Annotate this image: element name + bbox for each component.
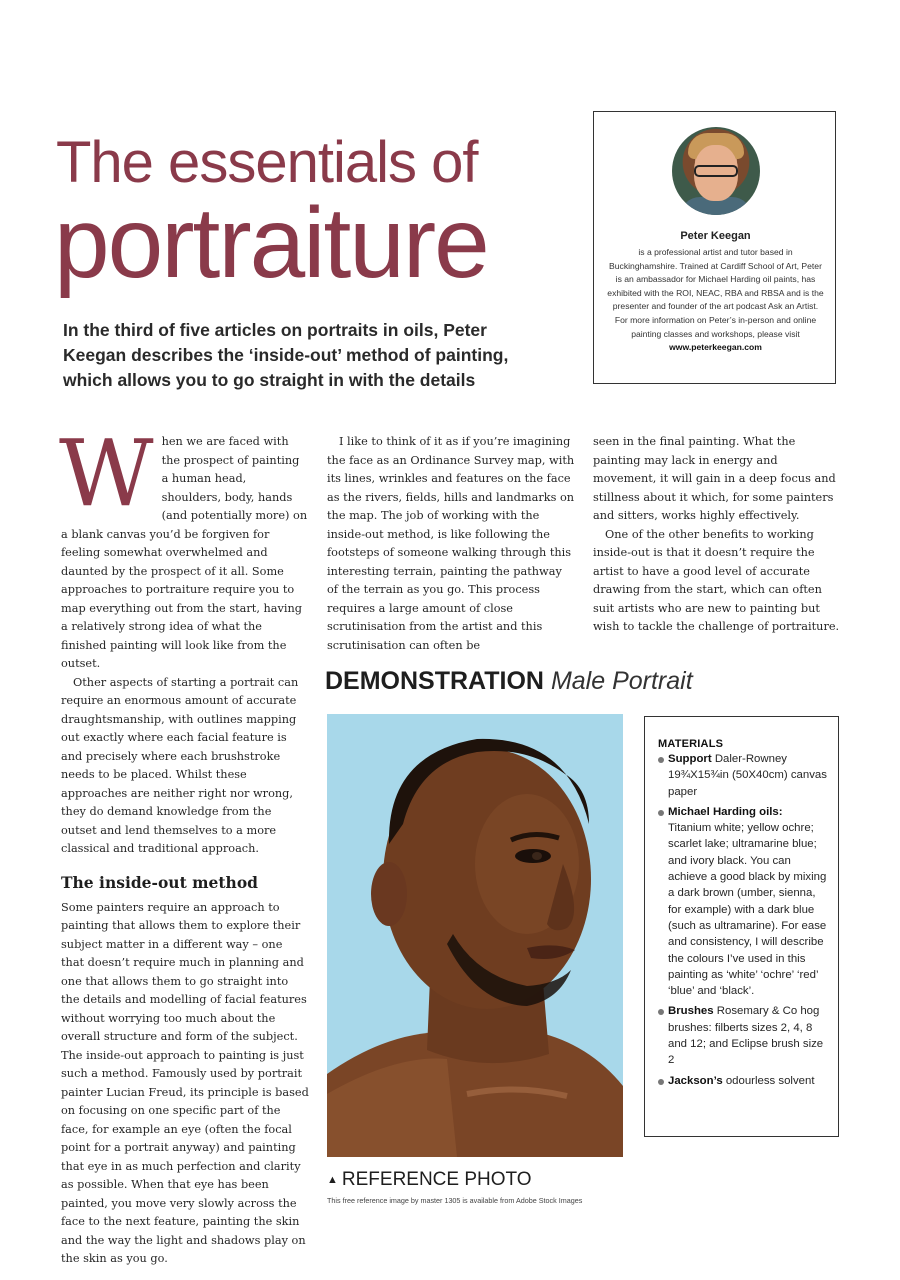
materials-item: Brushes Rosemary & Co hog brushes: filberts sizes 2, 4, 8 and 12; and Eclipse brush size 2 xyxy=(658,1003,828,1068)
author-bio: is a professional artist and tutor based in Buckinghamshire. Trained at Cardiff School of Art, Peter is an ambassador for Michael Harding oil paints, has exhibited with the ROI, NEAC, RBA and RBSA and is the presenter and founder of the art podcast Ask an Artist. For more information on Peter’s in-person and online painting classes and workshops, please visit www.peterkeegan.com xyxy=(607,247,824,353)
triangle-up-icon: ▲ xyxy=(327,1174,338,1186)
article-paragraph: Other aspects of starting a portrait can require an enormous amount of accurate draughtsmanship, with outlines mapping out exactly where each facial feature is and precisely where each brushstroke needs to be placed. Whilst these approaches are neither right nor wrong, they do demand knowledge from the outset and lend themselves to a more classical and traditional approach. xyxy=(61,675,299,855)
article-paragraph: seen in the final painting. What the painting may lack in energy and movement, it will gain in a deep focus and stillness about it which, for some painters and sitters, works highly effectively. xyxy=(593,435,836,522)
author-website-link[interactable]: www.peterkeegan.com xyxy=(669,342,762,353)
article-column-1 xyxy=(59,420,309,1269)
reference-photo-caption: ▲ REFERENCE PHOTO xyxy=(327,1169,532,1190)
bullet-icon xyxy=(658,1009,664,1015)
materials-item: Support Daler-Rowney 19¾X15¾in (50X40cm) canvas paper xyxy=(658,751,828,800)
materials-list xyxy=(658,751,828,1089)
author-name: Peter Keegan xyxy=(680,230,751,242)
article-column-2 xyxy=(327,433,575,655)
standfirst: In the third of five articles on portraits in oils, Peter Keegan describes the ‘inside-out’ method of painting, which allows you to go straight in with the details xyxy=(63,320,509,390)
materials-box xyxy=(644,716,839,1137)
bullet-icon xyxy=(658,810,664,816)
article-paragraph: One of the other benefits to working inside-out is that it doesn’t require the artist to have a good level of accurate drawing from the start, which can often suit artists who are new to painting but wish to tackle the challenge of portraiture. xyxy=(593,527,840,633)
article-paragraph: Some painters require an approach to painting that allows them to explore their subject matter in a different way – one that doesn’t require much in planning and one that allows them to go straight into the details and modelling of facial features without worrying too much about the overall structure and form of the subject. The inside-out approach to painting is just such a method. Famously used by portrait painter Lucian Freud, its principle is based on focusing on one specific part of the face, for example an eye (often the focal point for a portrait anyway) and painting that eye in as much perfection and clarity as possible. When that eye has been painted, you move very slowly across the face to the next feature, painting the skin and the way the light and shadows play on the skin as you go. xyxy=(61,900,309,1265)
article-title-line1: The essentials of xyxy=(56,130,478,195)
article-paragraph: When we are faced with the prospect of painting a human head, shoulders, body, hands (and potentially more) on a blank canvas you’d be forgiven for feeling somewhat overwhelmed and daunted by the prospect of it all. Some approaches to portraiture require you to map everything out from the start, having a relatively strong idea of what the finished painting will look like from the outset. xyxy=(59,420,308,670)
article-paragraph: I like to think of it as if you’re imagining the face as an Ordinance Survey map, with its lines, wrinkles and features on the face as the rivers, fields, hills and landmarks on the map. The job of working with the inside-out method, is like following the footsteps of someone walking through this interesting terrain, painting the pathway of the terrain as you go. This process requires a large amount of close scrutinisation from the artist and this scrutinisation can often be xyxy=(327,435,575,652)
article-column-3 xyxy=(593,433,841,637)
materials-title: MATERIALS xyxy=(658,738,724,750)
section-subhead: The inside-out method xyxy=(61,872,258,892)
demonstration-heading: DEMONSTRATION Male Portrait xyxy=(325,667,693,695)
materials-item: Jackson’s odourless solvent xyxy=(658,1073,828,1089)
article-title-line2: portraiture xyxy=(54,187,488,299)
author-avatar xyxy=(672,127,760,215)
drop-cap: W xyxy=(59,420,154,527)
photo-credit: This free reference image by master 1305 is available from Adobe Stock Images xyxy=(327,1196,583,1205)
materials-item: Michael Harding oils: Titanium white; yellow ochre; scarlet lake; ultramarine blue; and ivory black. You can achieve a good black by mixing a dark brown (umber, sienna, for example) with a dark blue (such as ultramarine). For ease and consistency, I will describe the colours I’ve used in this painting as ‘white’ ‘ochre’ ‘red’ ‘blue’ and ‘black’. xyxy=(658,804,828,1000)
standfirst-author: Peter Keegan xyxy=(63,320,487,365)
author-box xyxy=(593,111,836,384)
reference-photo xyxy=(327,714,623,1157)
bullet-icon xyxy=(658,1079,664,1085)
bullet-icon xyxy=(658,757,664,763)
